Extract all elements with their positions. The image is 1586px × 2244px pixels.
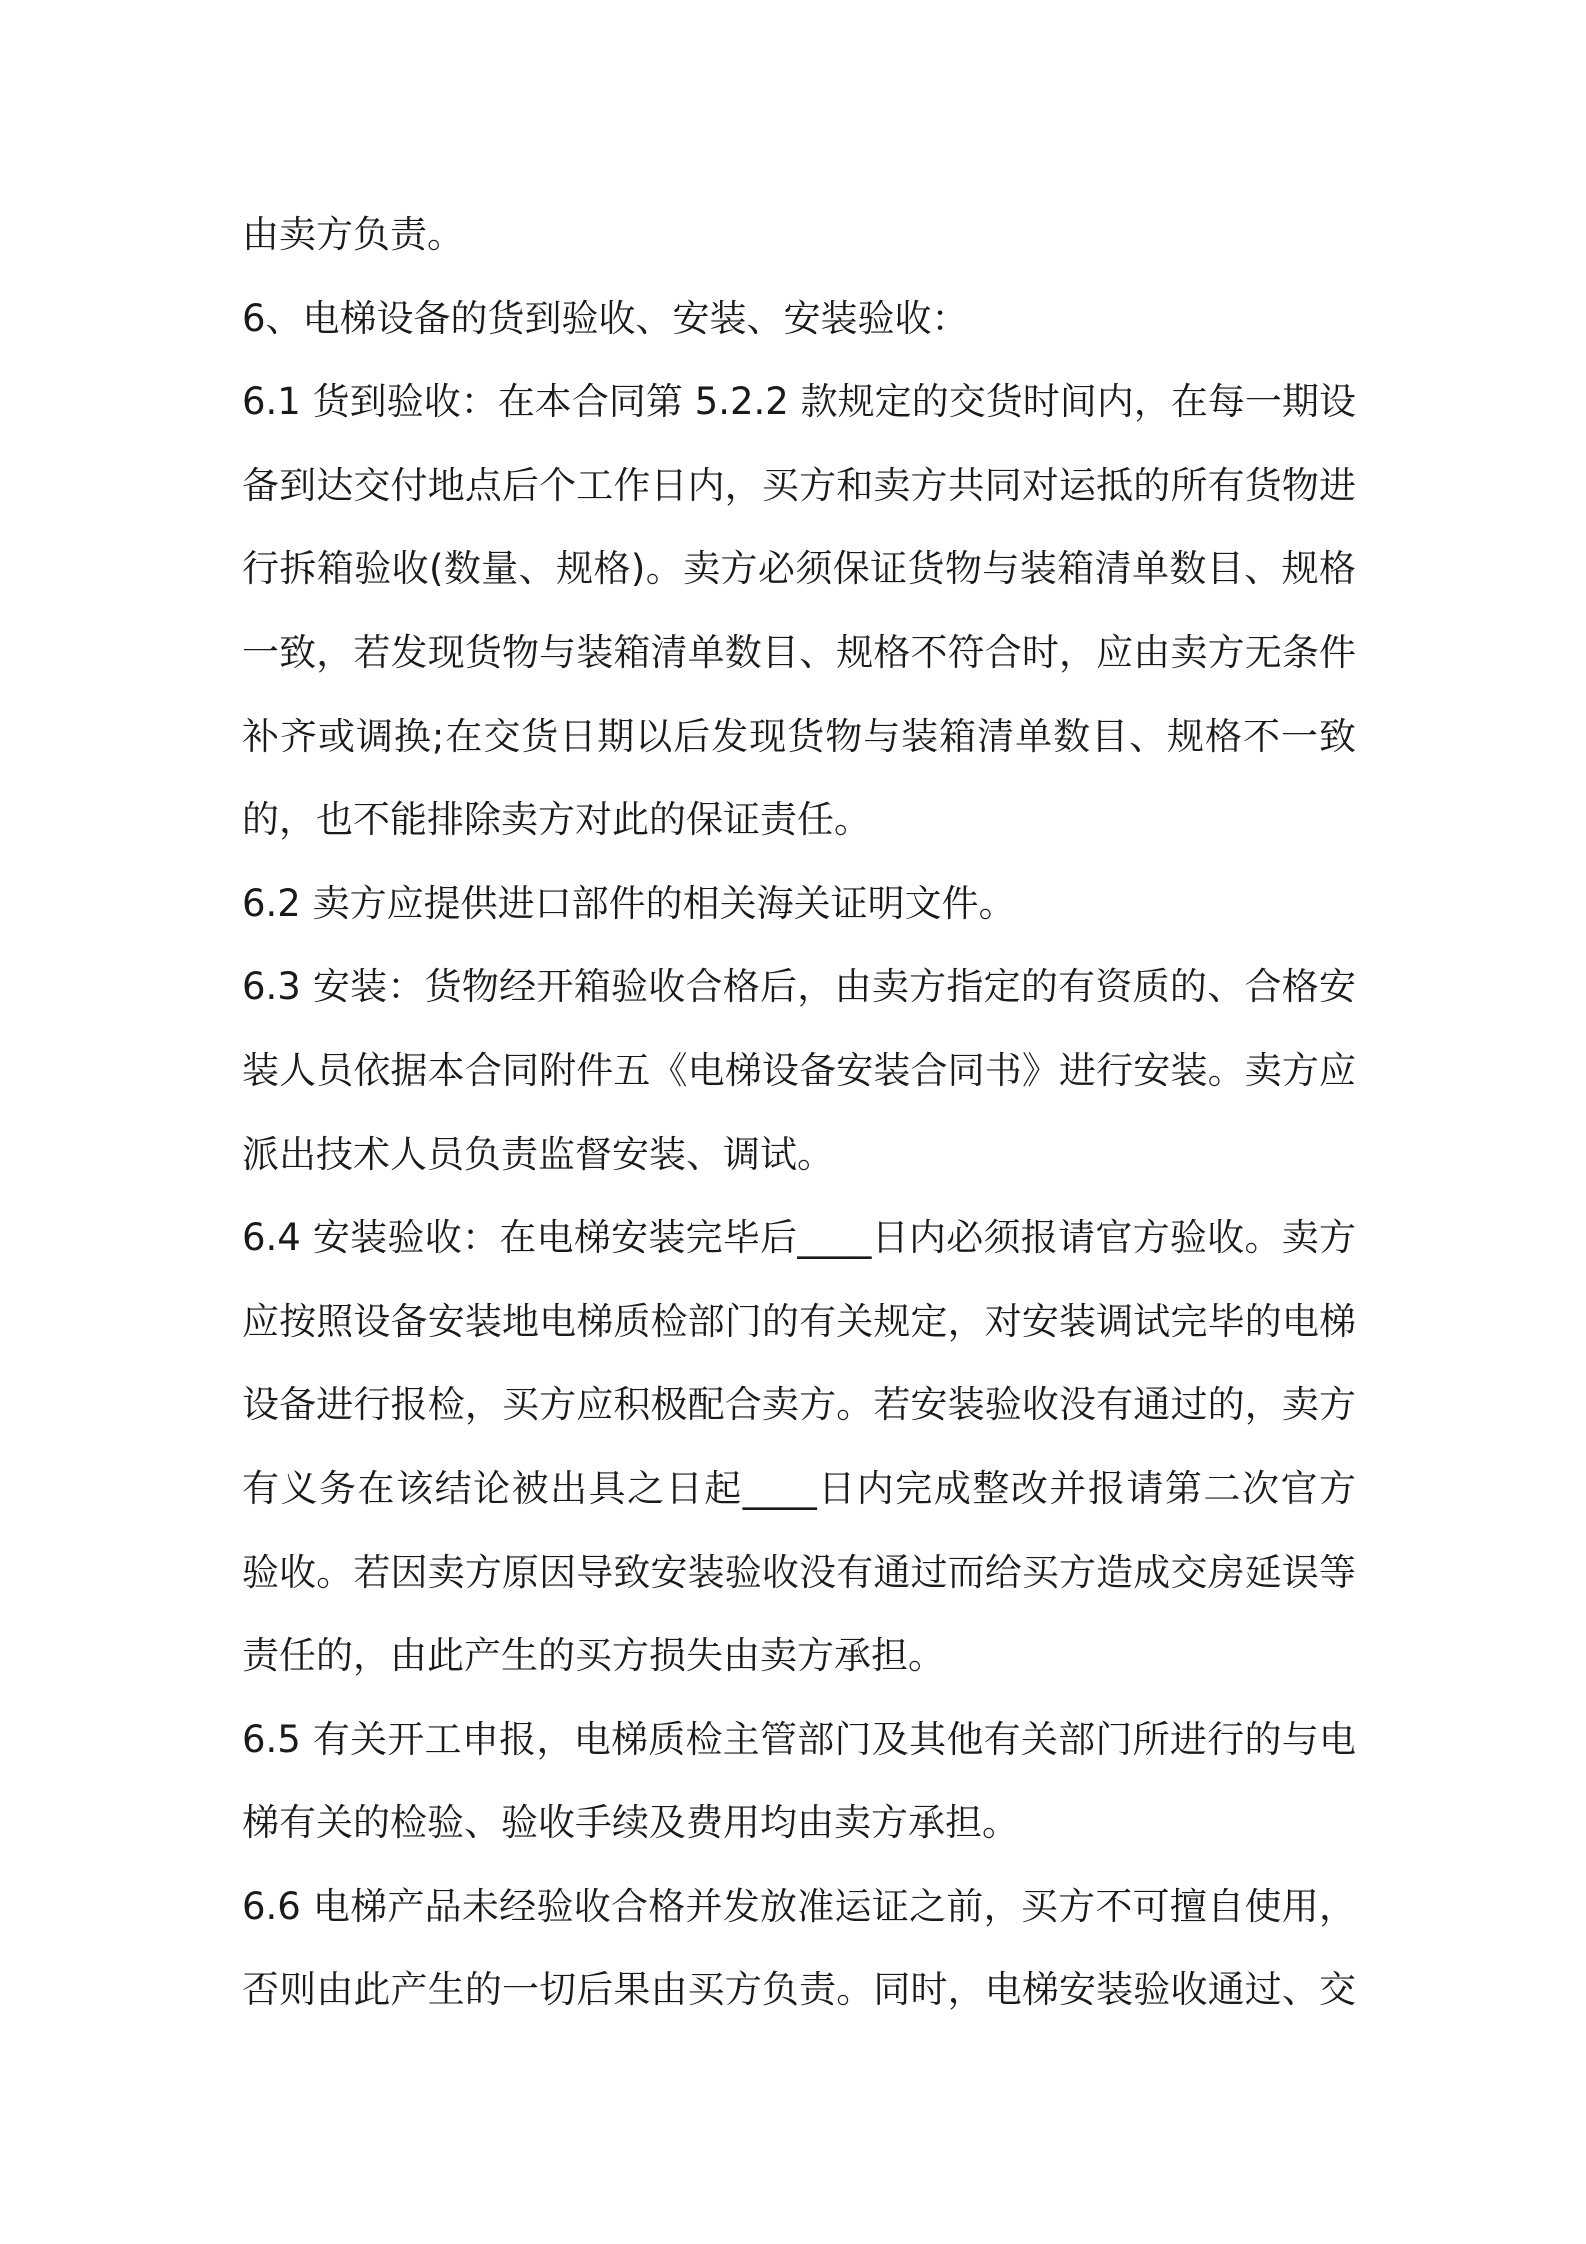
document-line: 应按照设备安装地电梯质检部门的有关规定，对安装调试完毕的电梯 <box>242 1299 1356 1343</box>
document-line: 6.6 电梯产品未经验收合格并发放准运证之前，买方不可擅自使用， <box>242 1884 1356 1928</box>
document-body <box>242 193 1356 2032</box>
document-line: 设备进行报检，买方应积极配合卖方。若安装验收没有通过的，卖方 <box>242 1383 1356 1427</box>
document-line: 装人员依据本合同附件五《电梯设备安装合同书》进行安装。卖方应 <box>242 1048 1356 1092</box>
document-line: 行拆箱验收(数量、规格)。卖方必须保证货物与装箱清单数目、规格 <box>242 547 1356 591</box>
document-line: 否则由此产生的一切后果由买方负责。同时，电梯安装验收通过、交 <box>242 1968 1356 2012</box>
document-line: 6.1 货到验收：在本合同第 5.2.2 款规定的交货时间内，在每一期设 <box>242 380 1356 424</box>
document-line: 备到达交付地点后个工作日内，买方和卖方共同对运抵的所有货物进 <box>242 463 1356 507</box>
document-line: 6.2 卖方应提供进口部件的相关海关证明文件。 <box>242 881 1016 925</box>
document-line: 一致，若发现货物与装箱清单数目、规格不符合时，应由卖方无条件 <box>242 630 1356 674</box>
document-line: 补齐或调换;在交货日期以后发现货物与装箱清单数目、规格不一致 <box>242 714 1356 758</box>
document-line: 梯有关的检验、验收手续及费用均由卖方承担。 <box>242 1801 1019 1845</box>
document-line: 验收。若因卖方原因导致安装验收没有通过而给买方造成交房延误等 <box>242 1550 1356 1594</box>
document-line: 的，也不能排除卖方对此的保证责任。 <box>242 798 871 842</box>
document-line: 6.4 安装验收：在电梯安装完毕后____日内必须报请官方验收。卖方 <box>242 1216 1356 1260</box>
document-line: 派出技术人员负责监督安装、调试。 <box>242 1132 834 1176</box>
document-line: 由卖方负责。 <box>242 213 464 256</box>
document-line: 有义务在该结论被出具之日起____日内完成整改并报请第二次官方 <box>242 1466 1356 1510</box>
document-line: 6.5 有关开工申报，电梯质检主管部门及其他有关部门所进行的与电 <box>242 1717 1356 1761</box>
document-line: 责任的，由此产生的买方损失由卖方承担。 <box>242 1634 945 1678</box>
document-line: 6.3 安装：货物经开箱验收合格后，由卖方指定的有资质的、合格安 <box>242 965 1356 1009</box>
document-line: 6、电梯设备的货到验收、安装、安装验收： <box>242 296 969 340</box>
